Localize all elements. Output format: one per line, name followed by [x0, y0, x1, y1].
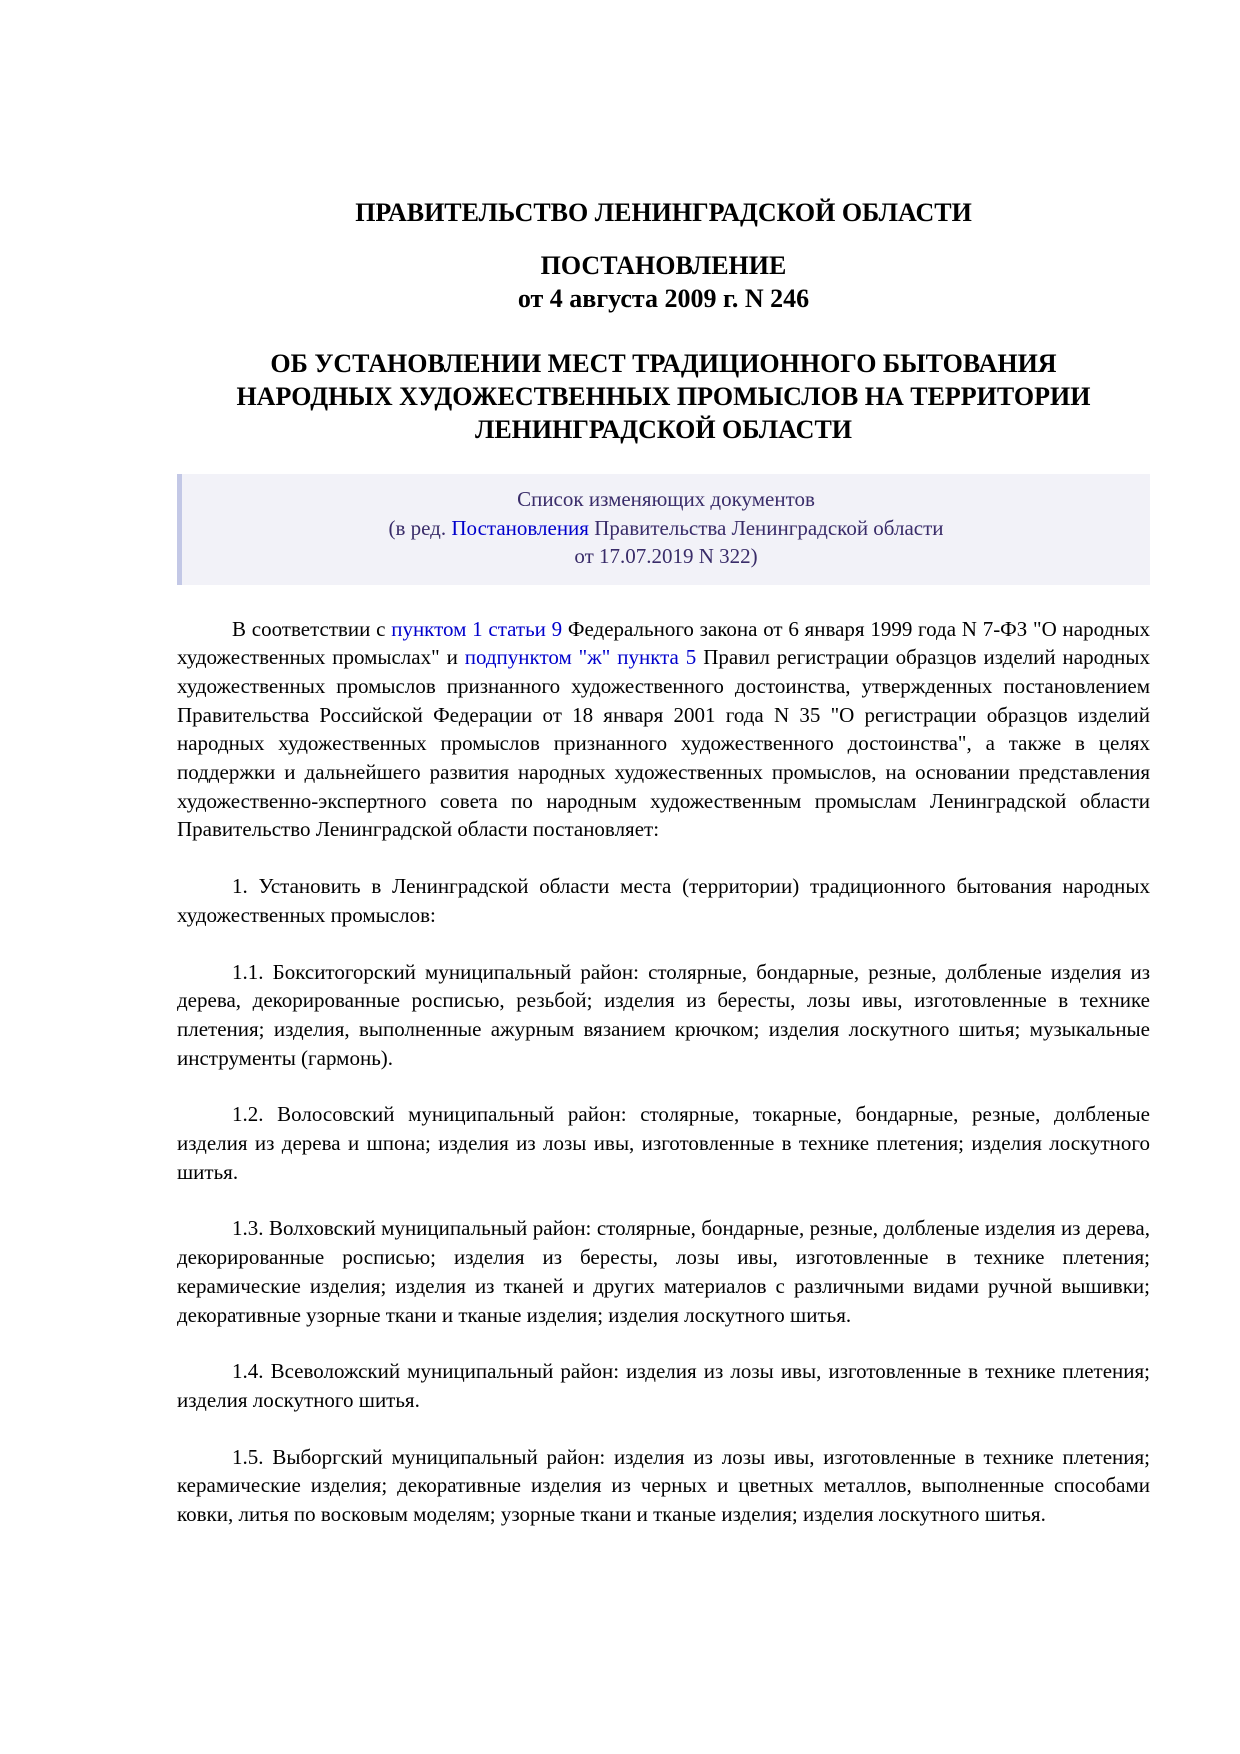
- title-line: ОБ УСТАНОВЛЕНИИ МЕСТ ТРАДИЦИОННОГО БЫТОВАНИЯ: [270, 349, 1057, 378]
- preamble-paragraph: [177, 615, 1150, 845]
- paragraph-1: 1. Установить в Ленинградской области места (территории) традиционного бытования народных художественных промыслов:: [177, 874, 1150, 927]
- document-page: [177, 0, 1150, 1529]
- organization-heading: ПРАВИТЕЛЬСТВО ЛЕНИНГРАДСКОЙ ОБЛАСТИ: [355, 198, 972, 227]
- amendment-link[interactable]: Постановления: [451, 515, 589, 540]
- amendments-title: Список изменяющих документов: [517, 487, 815, 511]
- amendments-prefix: (в ред.: [388, 515, 452, 540]
- law-article-link[interactable]: пунктом 1 статьи 9: [391, 616, 563, 641]
- text: Правил регистрации образцов изделий народных художественных промыслов признанного художественного достоинства, утвержденных постановлением Правительства Российской Федерации от 18 января 2001 года N 35 "О регистрации образцов изделий народных художественных промыслов признанного художественного достоинства", а также в целях поддержки и дальнейшего развития народных художественных промыслов, на основании представления художественно-экспертного совета по народным художественным промыслам Ленинградской области Правительство Ленинградской области постановляет:: [177, 645, 1151, 842]
- document-date-number: от 4 августа 2009 г. N 246: [517, 284, 810, 313]
- amendments-rest: Правительства Ленинградской области: [588, 515, 944, 540]
- document-title: [177, 347, 1150, 446]
- amendments-box: [177, 474, 1150, 585]
- document-type: ПОСТАНОВЛЕНИЕ: [540, 251, 787, 280]
- title-line: НАРОДНЫХ ХУДОЖЕСТВЕННЫХ ПРОМЫСЛОВ НА ТЕРРИТОРИИ: [236, 382, 1091, 411]
- paragraph-1-2: 1.2. Волосовский муниципальный район: столярные, токарные, бондарные, резные, долбленые изделия из дерева и шпона; изделия из лозы ивы, изготовленные в технике плетения; изделия лоскутного шитья.: [177, 1102, 1150, 1184]
- paragraph-1-1: 1.1. Бокситогорский муниципальный район: столярные, бондарные, резные, долбленые изделия из дерева, декорированные росписью, резьбой; изделия из бересты, лозы ивы, изготовленные в технике плетения; изделия, выполненные ажурным вязанием крючком; изделия лоскутного шитья; музыкальные инструменты (гармонь).: [177, 959, 1150, 1070]
- amendments-date: от 17.07.2019 N 322): [574, 544, 758, 568]
- rules-subpoint-link[interactable]: подпунктом "ж" пункта 5: [464, 645, 697, 670]
- paragraph-1-4: 1.4. Всеволожский муниципальный район: изделия из лозы ивы, изготовленные в технике плетения; изделия лоскутного шитья.: [177, 1359, 1150, 1412]
- amendments-line: [182, 514, 1150, 543]
- paragraph-1-3: 1.3. Волховский муниципальный район: столярные, бондарные, резные, долбленые изделия из дерева, декорированные росписью; изделия из бересты, лозы ивы, изготовленные в технике плетения; керамические изделия; изделия из тканей и других материалов с различными видами ручной вышивки; декоративные узорные ткани и тканые изделия; изделия лоскутного шитья.: [177, 1216, 1150, 1327]
- paragraph-1-5: 1.5. Выборгский муниципальный район: изделия из лозы ивы, изготовленные в технике плетения; керамические изделия; декоративные изделия из черных и цветных металлов, выполненные способами ковки, литья по восковым моделям; узорные ткани и тканые изделия; изделия лоскутного шитья.: [177, 1444, 1150, 1527]
- text: Федерального закона от 6 января 1999 года N 7-ФЗ "О народных художественных промыслах" и: [177, 616, 1150, 670]
- text: В соответствии с: [232, 616, 392, 641]
- title-line: ЛЕНИНГРАДСКОЙ ОБЛАСТИ: [474, 415, 853, 444]
